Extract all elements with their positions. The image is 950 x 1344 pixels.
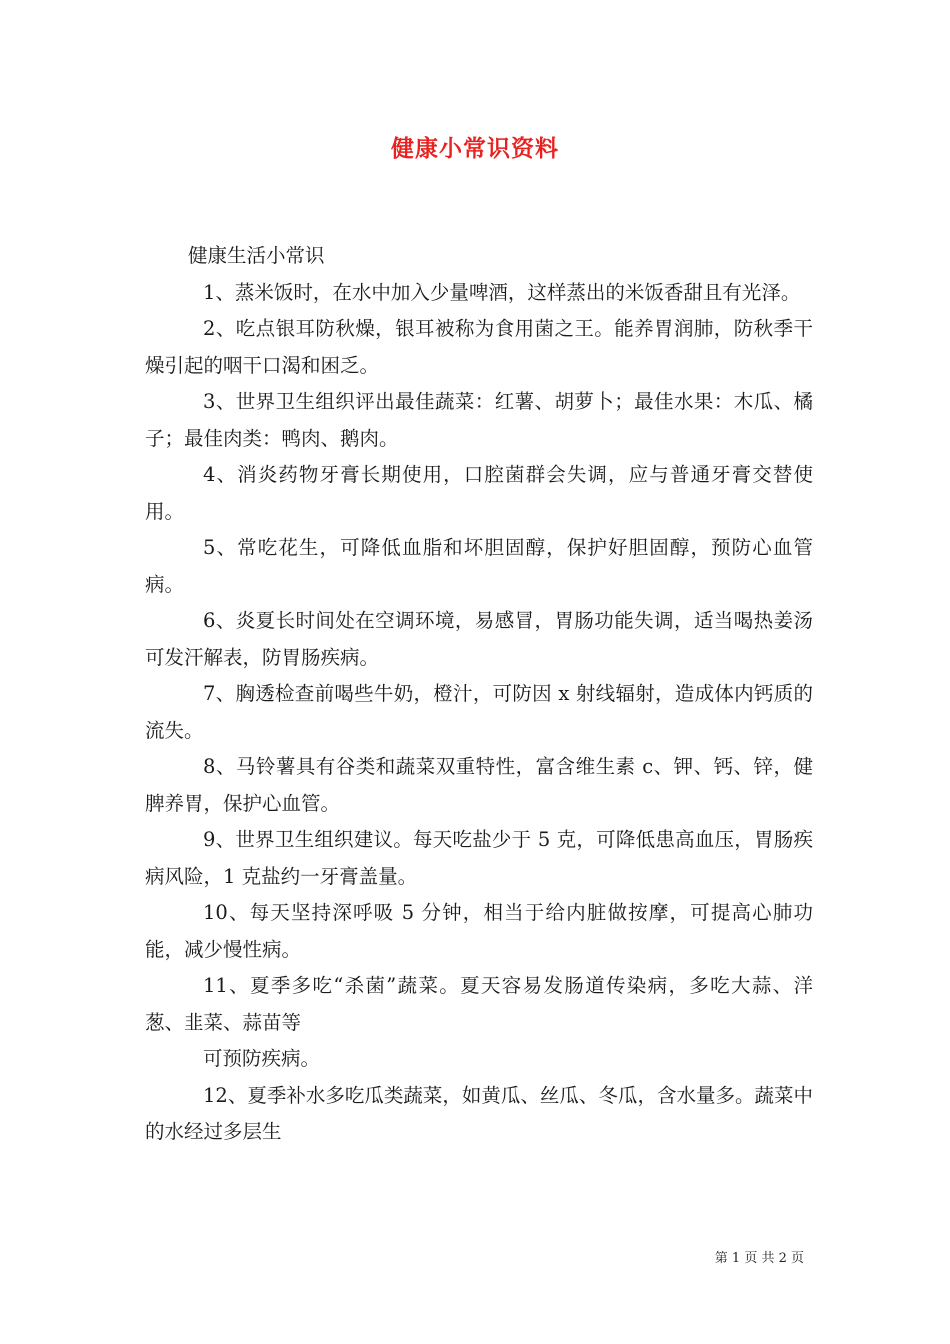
paragraph-6: 6、炎夏长时间处在空调环境，易感冒，胃肠功能失调，适当喝热姜汤可发汗解表，防胃肠疾病。 <box>145 609 813 669</box>
paragraph-4: 4、消炎药物牙膏长期使用，口腔菌群会失调，应与普通牙膏交替使用。 <box>145 463 813 523</box>
page-number: 第 1 页 共 2 页 <box>714 1251 804 1266</box>
paragraph-7: 7、胸透检查前喝些牛奶，橙汁，可防因 x 射线辐射，造成体内钙质的流失。 <box>145 682 813 742</box>
paragraph-11: 11、夏季多吃“杀菌”蔬菜。夏天容易发肠道传染病，多吃大蒜、洋葱、韭菜、蒜苗等 <box>145 974 813 1034</box>
paragraph-9: 9、世界卫生组织建议。每天吃盐少于 5 克，可降低患高血压，胃肠疾病风险，1 克盐约一牙膏盖量。 <box>145 828 813 888</box>
section-heading: 健康生活小常识 <box>188 244 325 267</box>
paragraph-1: 1、蒸米饭时，在水中加入少量啤酒，这样蒸出的米饭香甜且有光泽。 <box>203 280 801 304</box>
paragraph-2: 2、吃点银耳防秋燥，银耳被称为食用菌之王。能养胃润肺，防秋季干燥引起的咽干口渴和困乏。 <box>145 317 813 377</box>
document-body <box>145 238 813 1151</box>
paragraph-5: 5、常吃花生，可降低血脂和坏胆固醇，保护好胆固醇，预防心血管病。 <box>145 536 813 596</box>
paragraph-12: 12、夏季补水多吃瓜类蔬菜，如黄瓜、丝瓜、冬瓜，含水量多。蔬菜中的水经过多层生 <box>145 1083 813 1143</box>
paragraph-3: 3、世界卫生组织评出最佳蔬菜：红薯、胡萝卜；最佳水果：木瓜、橘子；最佳肉类：鸭肉、鹅肉。 <box>145 390 813 450</box>
paragraph-10: 10、每天坚持深呼吸 5 分钟，相当于给内脏做按摩，可提高心肺功能，减少慢性病。 <box>145 901 813 961</box>
paragraph-8: 8、马铃薯具有谷类和蔬菜双重特性，富含维生素 c、钾、钙、锌，健脾养胃，保护心血管。 <box>145 755 813 815</box>
document-title: 健康小常识资料 <box>391 135 559 162</box>
paragraph-11-continuation: 可预防疾病。 <box>203 1047 321 1070</box>
